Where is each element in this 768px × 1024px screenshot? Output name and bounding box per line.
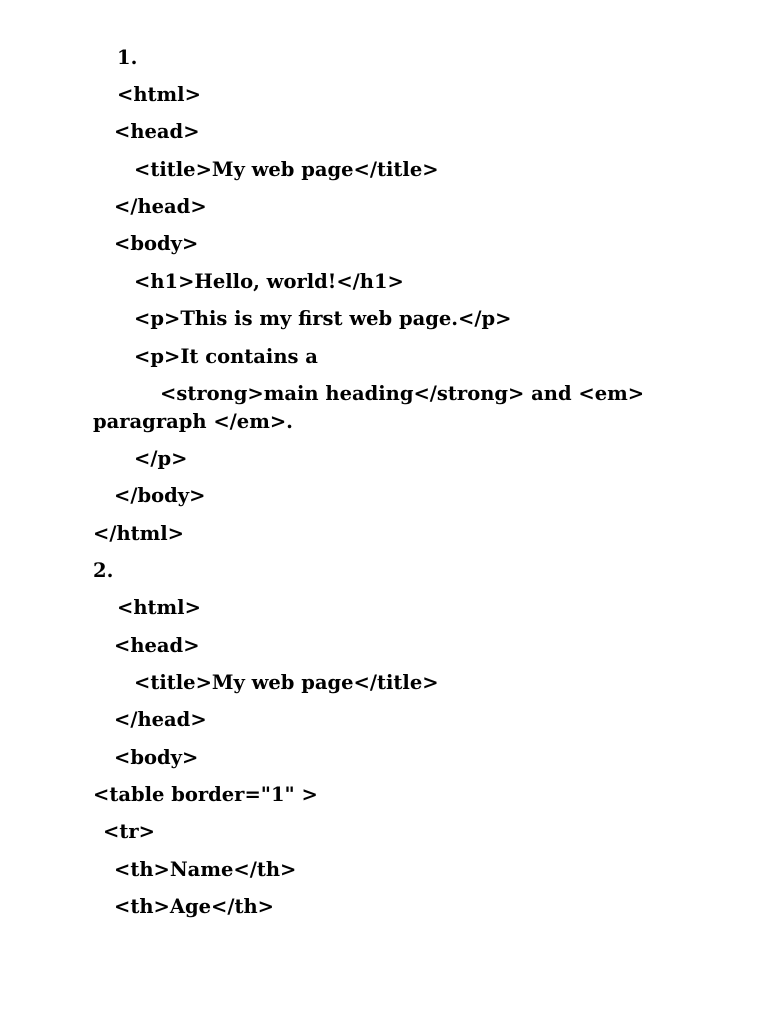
section-number-1: 1. (117, 46, 138, 69)
code-line: <title>My web page</title> (134, 671, 439, 694)
code-line: </html> (93, 522, 185, 545)
code-line: <head> (114, 634, 200, 657)
code-line: <table border="1" > (93, 783, 318, 806)
code-line: <body> (114, 746, 199, 769)
code-line: <html> (117, 596, 201, 619)
code-line: <strong>main heading</strong> and <em> (160, 382, 645, 405)
code-line: </p> (134, 447, 188, 470)
code-line: </head> (114, 195, 207, 218)
code-line: <html> (117, 83, 201, 106)
code-line: <th>Age</th> (114, 895, 275, 918)
code-line: <h1>Hello, world!</h1> (134, 270, 404, 293)
code-line: <th>Name</th> (114, 858, 297, 881)
code-line: <p>It contains a (134, 345, 318, 368)
code-line: </body> (114, 484, 206, 507)
code-line: <tr> (103, 820, 155, 843)
code-line: <title>My web page</title> (134, 158, 439, 181)
code-line: <p>This is my first web page.</p> (134, 307, 512, 330)
code-line: </head> (114, 708, 207, 731)
code-line: <body> (114, 232, 199, 255)
section-number-2: 2. (93, 559, 114, 582)
code-line: paragraph </em>. (93, 410, 293, 433)
code-line: <head> (114, 120, 200, 143)
